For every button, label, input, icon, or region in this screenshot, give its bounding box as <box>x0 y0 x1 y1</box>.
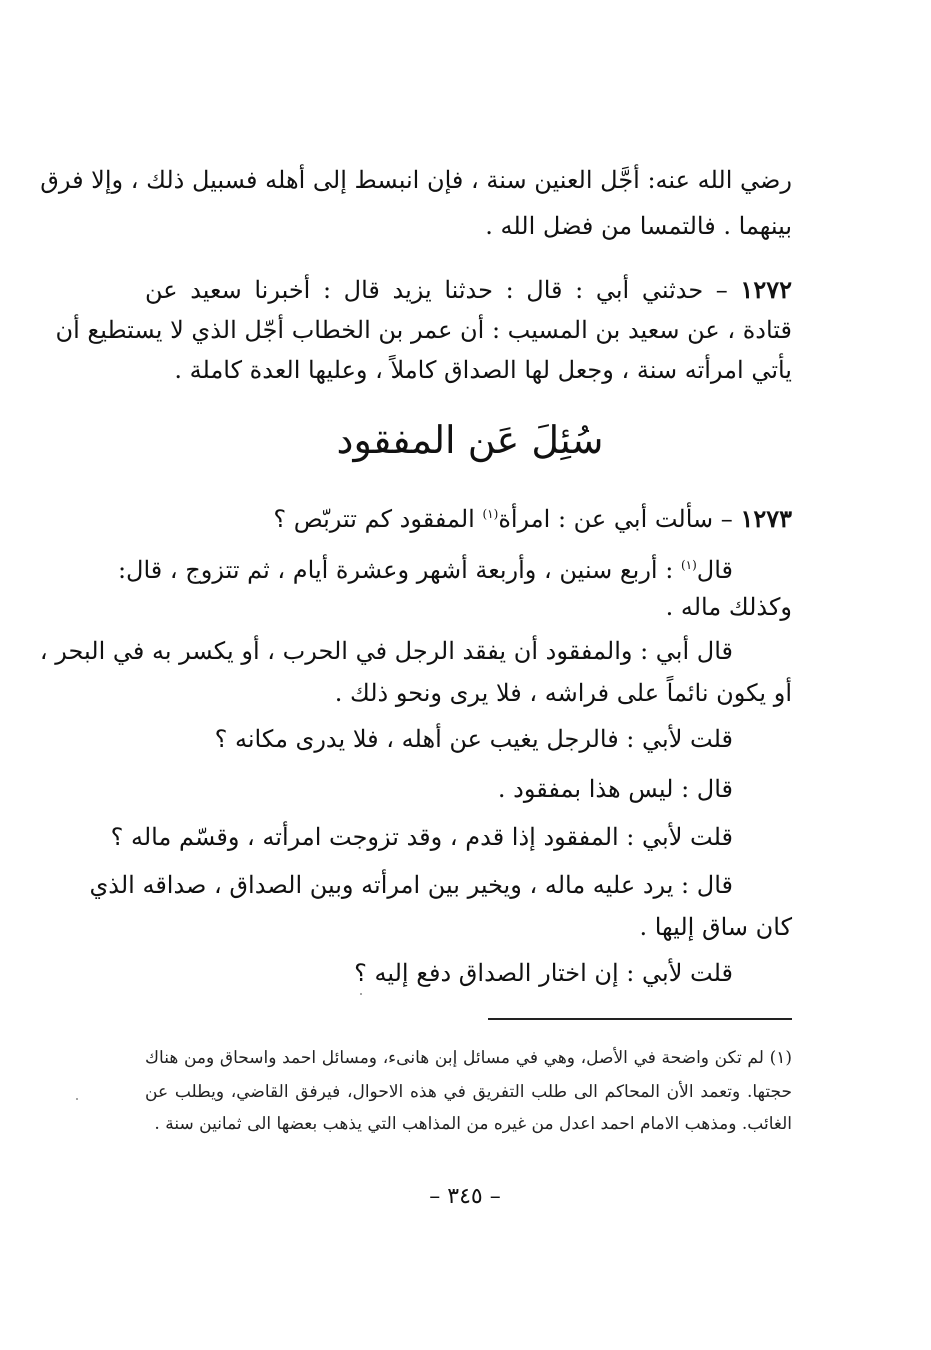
footnote-line-3: الغائب. ومذهب الامام احمد اعدل من غيره من المذاهب التي يذهب بعضها الى ثمانين سنة . <box>154 1114 792 1134</box>
page-number: – ٣٤٥ – <box>429 1184 501 1209</box>
answer-line-8: قال : يرد عليه ماله ، ويخير بين امرأته وبين الصداق ، صداقه الذي <box>89 871 733 899</box>
answer-line-3: قال أبي : والمفقود أن يفقد الرجل في الحرب ، أو يكسر به في البحر ، <box>39 637 733 665</box>
entry-1272-line-3: يأتي امرأته سنة ، وجعل لها الصداق كاملاً ، وعليها العدة كاملة . <box>174 356 792 384</box>
section-heading: سُئِلَ عَن المفقود <box>336 418 604 462</box>
answer-line-1-b: : أربع سنين ، وأربعة أشهر وعشرة أيام ، ثم تتزوج ، قال: <box>117 556 681 584</box>
footnote-line-1: (١) لم تكن واضحة في الأصل، وهي في مسائل إبن هانىء، ومسائل احمد واسحاق ومن هناك <box>145 1048 792 1068</box>
answer-line-6: قال : ليس هذا بمفقود . <box>497 775 733 803</box>
entry-1273-text-b: المفقود كم تتربّص ؟ <box>273 505 483 533</box>
entry-1272-line-1 <box>145 273 792 307</box>
scan-speck <box>360 993 362 995</box>
answer-line-1-a: قال <box>696 556 733 584</box>
entry-1273-question <box>273 497 792 536</box>
entry-1273-number: ١٢٧٣ <box>740 504 792 533</box>
footnote-marker: (١) <box>482 507 499 521</box>
footnote-line-2: حجتها. وتعمد الأن المحاكم الى طلب التفريق في هذه الاحوال، فيرفق القاضي، ويطلب عن <box>145 1082 792 1102</box>
answer-line-5: قلت لأبي : فالرجل يغيب عن أهله ، فلا يدرى مكانه ؟ <box>214 725 733 753</box>
entry-1272-text: – حدثني أبي : قال : حدثنا يزيد قال : أخبرنا سعيد عن <box>145 276 728 304</box>
entry-1272-line-2: قتادة ، عن سعيد بن المسيب : أن عمر بن الخطاب أجّل الذي لا يستطيع أن <box>55 316 792 344</box>
answer-line-2: وكذلك ماله . <box>665 593 792 621</box>
answer-line-10: قلت لأبي : إن اختار الصداق دفع إليه ؟ <box>354 959 733 987</box>
body-line-1: رضي الله عنه: أجَّل العنين سنة ، فإن انبسط إلى أهله فسبيل ذلك ، وإلا فرق <box>40 166 792 194</box>
answer-line-7: قلت لأبي : المفقود إذا قدم ، وقد تزوجت امرأته ، وقسّم ماله ؟ <box>110 823 733 851</box>
footnote-marker-2: (١) <box>680 558 697 572</box>
answer-line-9: كان ساق إليها . <box>639 913 792 941</box>
body-line-2: بينهما . فالتمسا من فضل الله . <box>485 212 792 240</box>
footnote-separator <box>488 1018 792 1020</box>
answer-line-4: أو يكون نائماً على فراشه ، فلا يرى ونحو ذلك . <box>334 679 792 707</box>
scan-speck <box>76 1098 78 1100</box>
entry-1273-text-a: – سألت أبي عن : امرأة <box>498 505 733 533</box>
entry-1272-number: ١٢٧٢ <box>740 275 792 304</box>
answer-line-1 <box>117 548 733 587</box>
